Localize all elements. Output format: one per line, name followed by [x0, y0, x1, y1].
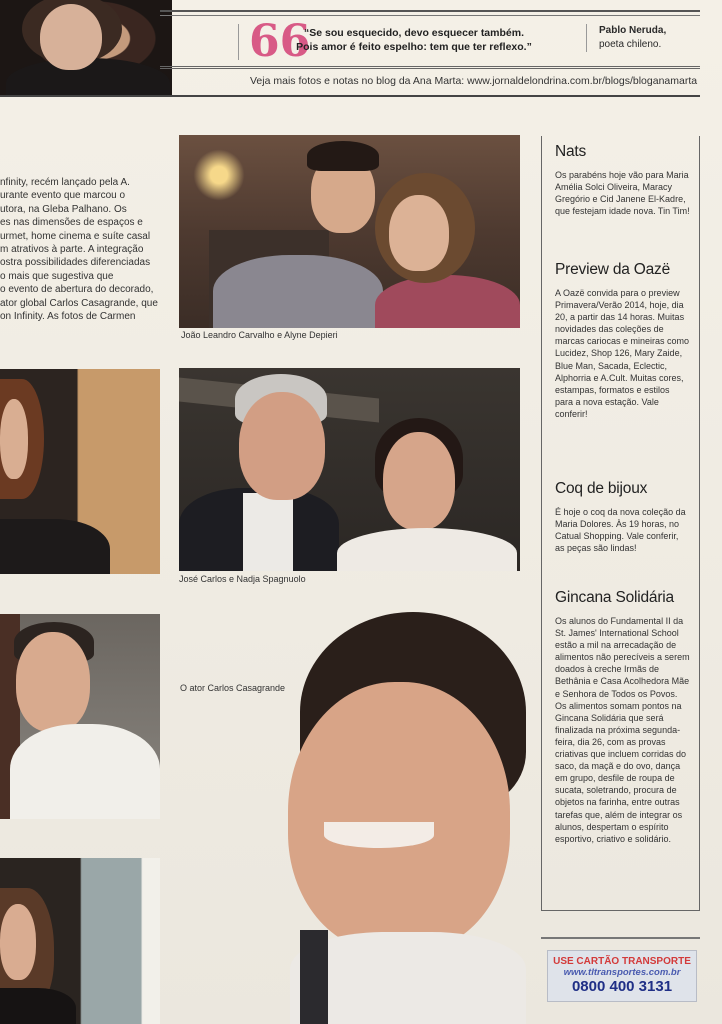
- note-body: Os parabéns hoje vão para Maria Amélia Solci Oliveira, Maracy Gregório e Cid Janene El-Kadre, que festejam idade nova. Tin Tim!: [555, 170, 690, 217]
- transport-card-ad: [547, 950, 697, 1002]
- intro-line: ator global Carlos Casagrande, que: [0, 297, 158, 309]
- note-title: Preview da Oazë: [555, 261, 671, 278]
- photo-cropped-woman: [0, 369, 160, 574]
- intro-line: ostra possibilidades diferenciadas: [0, 257, 151, 269]
- note-body: É hoje o coq da nova coleção da Maria Dolores. Às 19 horas, no Catual Shopping. Vale conferir, as peças são lindas!: [555, 507, 686, 554]
- photo-cropped-man: [0, 614, 160, 819]
- note-title: Coq de bijoux: [555, 480, 648, 497]
- header-top-rule: [160, 10, 700, 16]
- quote-author-name: Pablo Neruda,: [599, 25, 667, 36]
- quote-line-1: “Se sou esquecido, devo esquecer também.: [304, 27, 524, 39]
- caption-photo-1: João Leandro Carvalho e Alyne Depieri: [181, 330, 338, 340]
- quote-author-desc: poeta chileno.: [599, 39, 662, 50]
- photo-cropped-woman-bottom: [0, 858, 160, 1024]
- note-body: A Oazë convida para o preview Primavera/Verão 2014, hoje, dia 20, a partir das 14 horas. Muitas novidades das coleções de marcas cariocas e mineiras como Lucidez, Shop 126, Mary Zaide, Blue Man, Sacada, Eclectic, Alphorria e A.Cult. Muitas cores, estampas, formatos e estilos para a nova estação. Vale conferir!: [555, 288, 690, 419]
- intro-line: nfinity, recém lançado pela A.: [0, 177, 130, 188]
- photo-jose-nadja: [179, 368, 520, 571]
- intro-article-text: [0, 176, 166, 323]
- photo-joao-alyne: [179, 135, 520, 328]
- ad-top-rule: [541, 937, 700, 939]
- intro-line: o evento de abertura do decorado,: [0, 284, 154, 296]
- quote-author: [586, 24, 696, 52]
- ad-headline: USE CARTÃO TRANSPORTE: [553, 956, 691, 967]
- intro-line: urmet, home cinema e suíte casal: [0, 230, 151, 242]
- intro-line: es nas dimensões de espaços e: [0, 217, 143, 229]
- sidebar-bottom-rule: [541, 910, 700, 911]
- sidebar-note-gincana: [555, 589, 690, 845]
- intro-line: on Infinity. As fotos de Carmen: [0, 311, 136, 323]
- intro-line: urante evento que marcou o: [0, 190, 126, 202]
- sidebar-note-preview: [555, 261, 690, 420]
- header-mid-rule: [160, 66, 700, 69]
- note-title: Gincana Solidária: [555, 589, 674, 606]
- quote-mark-icon: 66: [238, 24, 294, 60]
- note-title: Nats: [555, 143, 587, 160]
- blog-link-text: Veja mais fotos e notas no blog da Ana Marta: www.jornaldelondrina.com.br/blogs/bloganamarta: [250, 75, 698, 87]
- columnist-photo: [0, 0, 172, 96]
- ad-url: www.tltransportes.com.br: [563, 967, 681, 978]
- quote-text: [296, 26, 532, 54]
- intro-line: o mais que sugestiva que: [0, 270, 114, 282]
- caption-photo-2: José Carlos e Nadja Spagnuolo: [179, 574, 306, 584]
- sidebar-note-coq: [555, 480, 690, 554]
- sidebar-left-rule: [541, 136, 542, 910]
- intro-line: utora, na Gleba Palhano. Os: [0, 203, 127, 215]
- quote-line-2: Pois amor é feito espelho: tem que ter reflexo.”: [296, 41, 532, 53]
- note-body: Os alunos do Fundamental II da St. James' International School estão a mil na arrecadação de alimentos não perecíveis a serem doados à creche Irmãs de Bethânia e Casa Acolhedora Mãe e Senhora de Todos os Povos. Os alimentos somam pontos na Gincana Solidária que será finalizada na próxima segunda-feira, dia 26, com as provas criativas que incluem corridas do saco, da maçã e do ovo, dança em grupo, desfile de roupa de sucata, soletrando, procura de objetos na farinha, entre outras tarefas que, além de integrar os alunos, despertam o espírito esportivo, criativo e solidário.: [555, 616, 690, 844]
- caption-photo-3: O ator Carlos Casagrande: [180, 683, 286, 693]
- sidebar-note-nats: [555, 143, 690, 217]
- sidebar-right-rule: [699, 136, 700, 910]
- header-bottom-rule: [0, 95, 700, 97]
- ad-phone: 0800 400 3131: [571, 978, 673, 995]
- intro-line: m atrativos à parte. A integração: [0, 244, 144, 256]
- photo-carlos-casagrande: [230, 612, 526, 1024]
